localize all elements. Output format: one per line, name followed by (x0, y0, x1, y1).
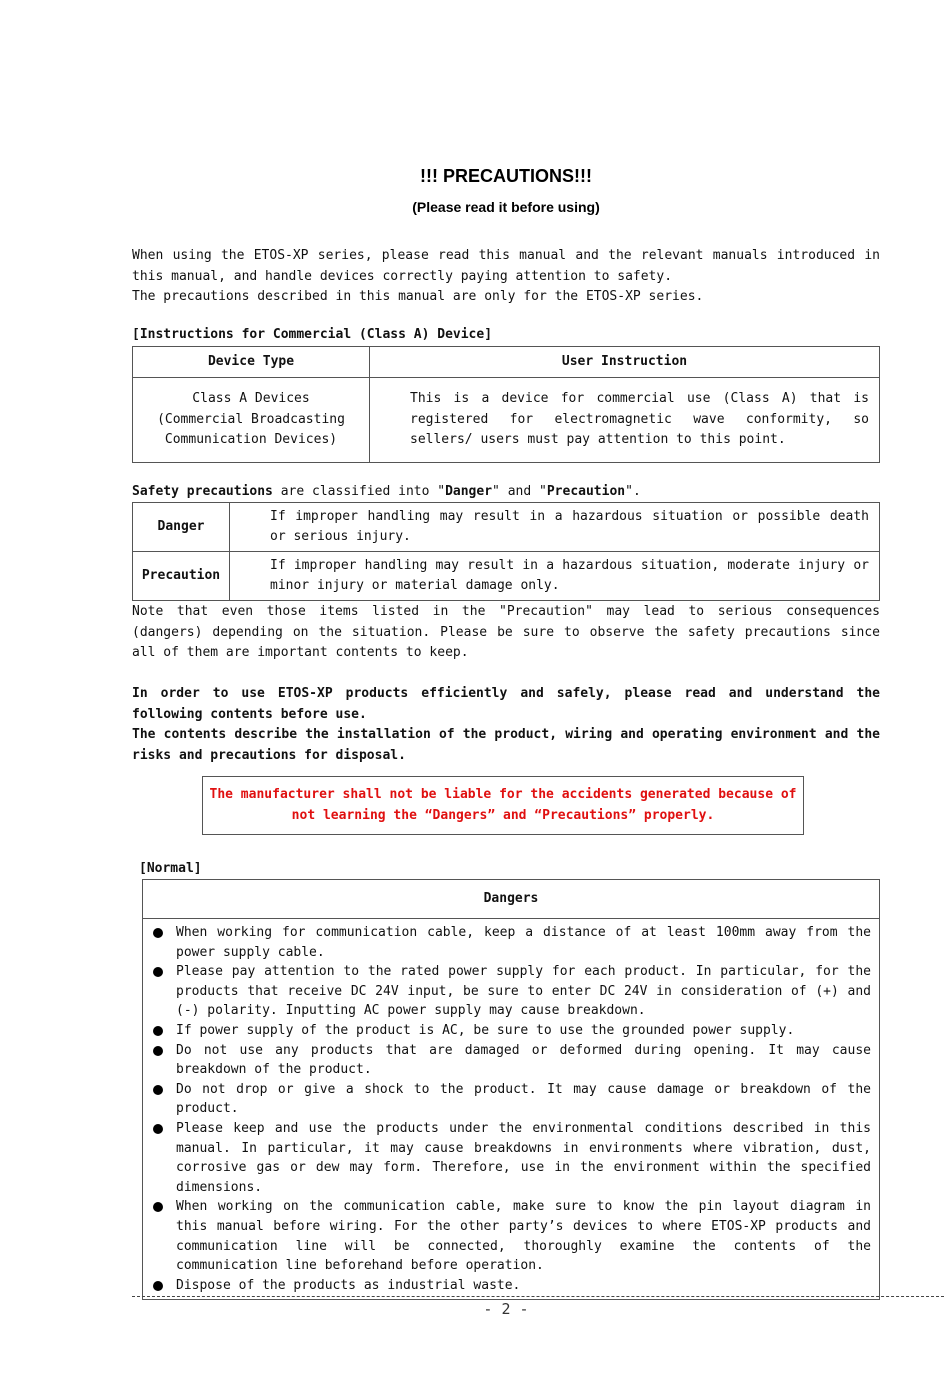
danger-item-text: If power supply of the product is AC, be sure to use the grounded power supply. (176, 1022, 795, 1038)
dangers-list (151, 923, 871, 1295)
list-item (151, 1276, 871, 1296)
danger-item-text: When working for communication cable, keep a distance of at least 100mm away from the power supply cable. (176, 925, 871, 960)
severity-label-precaution: Precaution (133, 552, 230, 601)
list-item (151, 1197, 871, 1275)
usage-paragraph: In order to use ETOS-XP products efficiently and safely, please read and understand the following contents before use. (132, 686, 880, 722)
bullet-icon (153, 1046, 163, 1056)
bullet-icon (153, 928, 163, 938)
page-number: - 2 - (483, 1300, 529, 1318)
danger-word: Danger (445, 484, 493, 499)
class-a-heading: [Instructions for Commercial (Class A) Device] (132, 327, 493, 342)
safety-note: Note that even those items listed in the "Precaution" may lead to serious consequences (dangers) depending on the situation. Please be sure to observe the safety precautions since all of them are important contents to keep. (132, 604, 880, 660)
precaution-word: Precaution (546, 484, 626, 499)
severity-label-danger: Danger (133, 503, 230, 552)
dangers-table (142, 879, 880, 1300)
danger-item-text: When working on the communication cable, make sure to know the pin layout diagram in this manual before wiring. For the other party’s devices to where ETOS-XP products and communication line will be connected, thoroughly examine the contents of the communication line beforehand before operation. (176, 1199, 871, 1274)
warning-line: The manufacturer shall not be liable for the accidents generated because of (209, 787, 797, 802)
liability-warning-box (202, 776, 804, 835)
bullet-icon (153, 1281, 163, 1291)
col-user-instruction: User Instruction (370, 347, 880, 378)
safety-lead-text: are classified into " (272, 484, 446, 499)
list-item (151, 962, 871, 1021)
col-device-type: Device Type (133, 347, 370, 378)
usage-text (132, 684, 880, 766)
intro-paragraph: When using the ETOS-XP series, please read this manual and the relevant manuals introduced in this manual, and handle devices correctly paying attention to safety. (132, 248, 880, 284)
device-line: Communication Devices) (164, 432, 338, 448)
normal-heading: [Normal] (139, 861, 202, 876)
list-item (151, 1021, 871, 1041)
danger-item-text: Dispose of the products as industrial waste. (176, 1277, 521, 1293)
danger-item-text: Do not use any products that are damaged or deformed during opening. It may cause breakdown of the product. (176, 1042, 871, 1078)
device-line: Class A Devices (192, 391, 310, 407)
device-type-cell (133, 378, 370, 463)
page-subtitle: (Please read it before using) (412, 199, 600, 215)
severity-table (132, 502, 880, 601)
safety-lead-text: ". (625, 484, 641, 499)
usage-paragraph: The contents describe the installation of the product, wiring and operating environment and the risks and precautions for disposal. (132, 727, 880, 763)
bullet-icon (153, 1124, 163, 1134)
safety-lead-bold: Safety precautions (132, 484, 273, 499)
danger-item-text: Please pay attention to the rated power supply for each product. In particular, for the products that receive DC 24V input, be sure to enter DC 24V in consideration of (+) and (-) polarity. Inputting AC power supply may cause breakdown. (176, 964, 871, 1019)
severity-text-precaution: If improper handling may result in a hazardous situation, moderate injury or minor injury or material damage only. (230, 552, 880, 601)
bullet-icon (153, 1085, 163, 1095)
list-item (151, 1041, 871, 1080)
dangers-list-cell (143, 919, 880, 1300)
severity-text-danger: If improper handling may result in a hazardous situation or possible death or serious injury. (230, 503, 880, 552)
dangers-header: Dangers (143, 880, 880, 919)
class-a-table (132, 346, 880, 463)
page-title: !!! PRECAUTIONS!!! (420, 166, 592, 186)
danger-item-text: Please keep and use the products under the environmental conditions described in this manual. In particular, it may cause breakdowns in environments where vibration, dust, corrosive gas or dew may form. Therefore, use in the environment within the specified dimensions. (176, 1120, 871, 1195)
intro-paragraph: The precautions described in this manual are only for the ETOS-XP series. (132, 289, 704, 304)
list-item (151, 923, 871, 962)
footer-divider (132, 1296, 944, 1297)
danger-item-text: Do not drop or give a shock to the product. It may cause damage or breakdown of the product. (176, 1081, 871, 1117)
bullet-icon (153, 1202, 163, 1212)
bullet-icon (153, 1026, 163, 1036)
list-item (151, 1080, 871, 1119)
safety-lead-text: " and " (492, 484, 547, 499)
warning-line: not learning the “Dangers” and “Precautions” properly. (291, 807, 715, 823)
list-item (151, 1119, 871, 1197)
safety-lead (132, 482, 641, 503)
user-instruction-cell: This is a device for commercial use (Class A) that is registered for electromagnetic wave conformity, so sellers/ users must pay attention to this point. (370, 378, 880, 463)
device-line: (Commercial Broadcasting (157, 411, 345, 427)
intro-text (132, 246, 880, 308)
bullet-icon (153, 967, 163, 977)
